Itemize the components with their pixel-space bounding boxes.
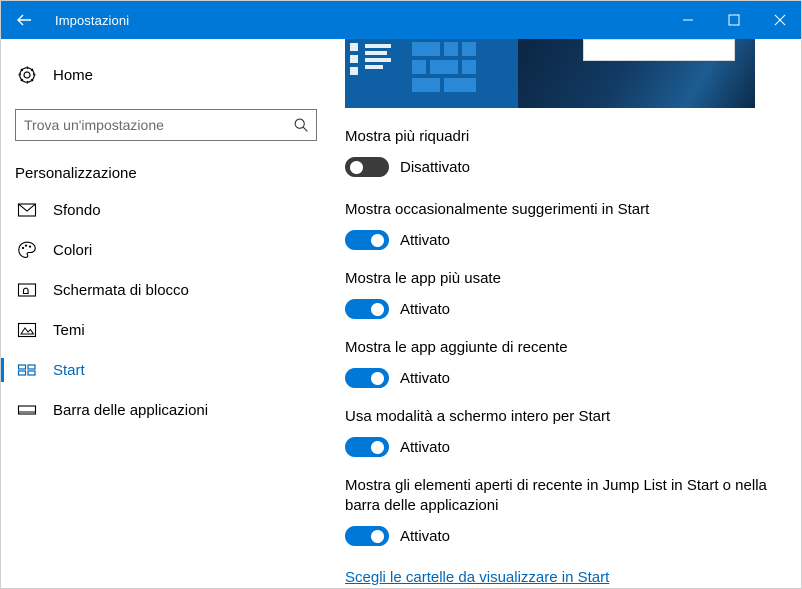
sidebar-label-schermata-di-blocco: Schermata di blocco bbox=[53, 281, 189, 299]
title-bar bbox=[1, 1, 802, 39]
back-button[interactable] bbox=[1, 1, 47, 39]
themes-icon bbox=[15, 320, 39, 340]
search-input[interactable] bbox=[16, 110, 286, 140]
sidebar-label-colori: Colori bbox=[53, 241, 93, 259]
lock-screen-icon bbox=[15, 280, 39, 300]
toggle-schermo-intero-start[interactable] bbox=[345, 437, 389, 457]
sidebar-label-start: Start bbox=[53, 361, 85, 379]
window-controls bbox=[665, 1, 802, 39]
setting-jump-list bbox=[345, 476, 782, 547]
maximize-button[interactable] bbox=[711, 1, 757, 39]
sidebar-home-label: Home bbox=[53, 66, 94, 84]
search-icon[interactable] bbox=[286, 117, 316, 133]
sidebar-item-start[interactable] bbox=[1, 350, 331, 390]
choose-folders-link[interactable]: Scegli le cartelle da visualizzare in Start bbox=[345, 569, 610, 586]
preview-popup bbox=[583, 39, 735, 61]
toggle-state-label: Disattivato bbox=[400, 158, 471, 176]
setting-toggle-row bbox=[345, 367, 782, 389]
taskbar-icon bbox=[15, 400, 39, 420]
sidebar-item-barra-delle-applicazioni[interactable] bbox=[1, 390, 331, 430]
background-icon bbox=[15, 200, 39, 220]
setting-toggle-row bbox=[345, 298, 782, 320]
setting-mostra-piu-riquadri bbox=[345, 127, 782, 178]
start-preview-image bbox=[345, 39, 755, 108]
minimize-button[interactable] bbox=[665, 1, 711, 39]
toggle-mostra-piu-riquadri[interactable] bbox=[345, 157, 389, 177]
sidebar-item-temi[interactable] bbox=[1, 310, 331, 350]
setting-label: Mostra occasionalmente suggerimenti in Start bbox=[345, 201, 650, 218]
setting-suggerimenti-start bbox=[345, 200, 782, 251]
sidebar-label-sfondo: Sfondo bbox=[53, 201, 101, 219]
sidebar-section-title: Personalizzazione bbox=[15, 165, 137, 182]
setting-label: Mostra le app più usate bbox=[345, 270, 501, 287]
sidebar-item-colori[interactable] bbox=[1, 230, 331, 270]
setting-label: Mostra gli elementi aperti di recente in Jump List in Start o nella barra delle applicazioni bbox=[345, 477, 767, 514]
toggle-suggerimenti-start[interactable] bbox=[345, 230, 389, 250]
setting-label: Mostra le app aggiunte di recente bbox=[345, 339, 568, 356]
search-box[interactable] bbox=[15, 109, 317, 141]
start-icon bbox=[15, 360, 39, 380]
setting-label: Usa modalità a schermo intero per Start bbox=[345, 408, 611, 425]
settings-content bbox=[331, 39, 802, 589]
window-title: Impostazioni bbox=[55, 12, 130, 28]
close-button[interactable] bbox=[757, 1, 802, 39]
setting-label: Mostra più riquadri bbox=[345, 128, 470, 145]
setting-toggle-row bbox=[345, 156, 782, 178]
sidebar-label-temi: Temi bbox=[53, 321, 85, 339]
toggle-state-label: Attivato bbox=[400, 300, 451, 318]
close-icon bbox=[774, 14, 786, 26]
sidebar-item-home[interactable] bbox=[1, 55, 331, 95]
preview-start-panel bbox=[345, 39, 518, 108]
setting-toggle-row bbox=[345, 229, 782, 251]
sidebar-label-barra-delle-applicazioni: Barra delle applicazioni bbox=[53, 401, 209, 419]
sidebar-item-sfondo[interactable] bbox=[1, 190, 331, 230]
toggle-state-label: Attivato bbox=[400, 527, 451, 545]
toggle-app-aggiunte-di-recente[interactable] bbox=[345, 368, 389, 388]
sidebar-item-schermata-di-blocco[interactable] bbox=[1, 270, 331, 310]
toggle-state-label: Attivato bbox=[400, 231, 451, 249]
toggle-jump-list[interactable] bbox=[345, 526, 389, 546]
setting-schermo-intero-start bbox=[345, 407, 782, 458]
setting-app-piu-usate bbox=[345, 269, 782, 320]
maximize-icon bbox=[728, 14, 740, 26]
setting-toggle-row bbox=[345, 436, 782, 458]
minimize-icon bbox=[682, 14, 694, 26]
toggle-app-piu-usate[interactable] bbox=[345, 299, 389, 319]
back-arrow-icon bbox=[14, 10, 34, 30]
palette-icon bbox=[15, 240, 39, 260]
toggle-state-label: Attivato bbox=[400, 438, 451, 456]
sidebar bbox=[1, 39, 331, 589]
toggle-state-label: Attivato bbox=[400, 369, 451, 387]
gear-icon bbox=[15, 65, 39, 85]
setting-app-aggiunte-di-recente bbox=[345, 338, 782, 389]
setting-toggle-row bbox=[345, 525, 782, 547]
